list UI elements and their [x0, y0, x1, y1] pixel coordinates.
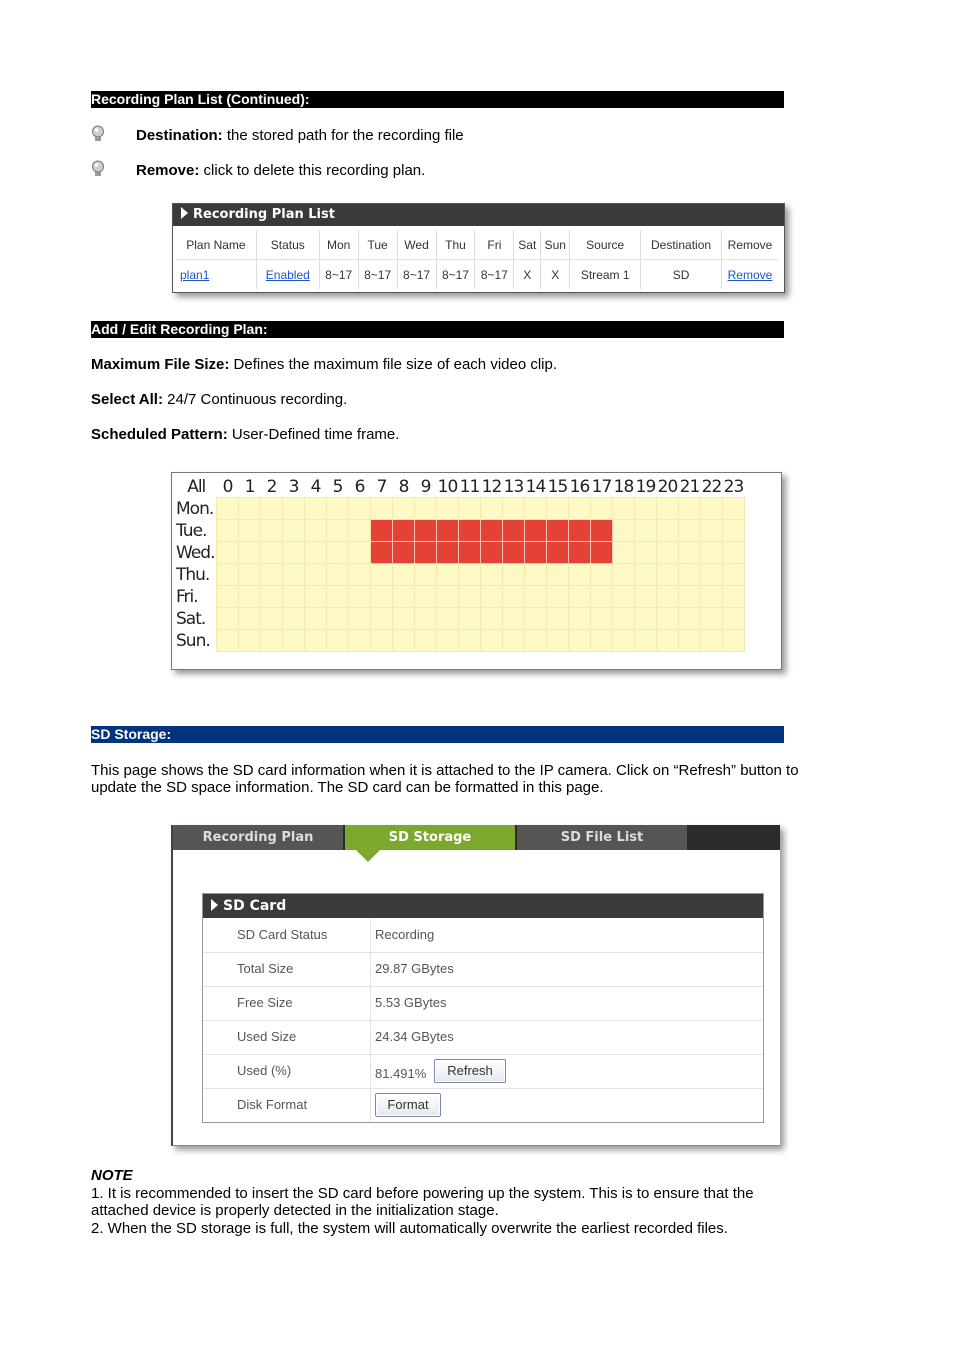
schedule-cell[interactable]: [701, 608, 723, 630]
sd-card-header-label: SD Card: [223, 898, 287, 914]
schedule-cell[interactable]: [591, 608, 613, 630]
schedule-cell[interactable]: [481, 608, 503, 630]
schedule-cell[interactable]: [437, 564, 459, 586]
schedule-cell[interactable]: [415, 608, 437, 630]
section-title-recording-plan-list: Recording Plan List (Continued):: [91, 91, 784, 108]
schedule-cell[interactable]: [437, 608, 459, 630]
schedule-cell[interactable]: [327, 542, 349, 564]
sd-row-label: Used Size: [237, 1029, 297, 1044]
schedule-cell[interactable]: [613, 564, 635, 586]
col-header: Thu: [436, 230, 475, 260]
hour-header[interactable]: 22: [701, 476, 722, 497]
schedule-cell[interactable]: [239, 608, 261, 630]
bullet-term: Remove:: [136, 162, 200, 179]
schedule-cell[interactable]: [217, 498, 239, 520]
hour-header[interactable]: 21: [679, 476, 700, 497]
schedule-cell[interactable]: [371, 608, 393, 630]
note-line: attached device is properly detected in the initialization stage.: [91, 1202, 499, 1219]
schedule-cell[interactable]: [217, 542, 239, 564]
schedule-cell[interactable]: [547, 498, 569, 520]
tab-bar: [173, 825, 780, 850]
schedule-cell[interactable]: [591, 542, 613, 564]
schedule-day-row: [175, 630, 745, 652]
hour-header[interactable]: 12: [481, 476, 502, 497]
day-label[interactable]: Fri.: [175, 586, 217, 608]
schedule-cell[interactable]: [415, 564, 437, 586]
schedule-cell[interactable]: [547, 542, 569, 564]
schedule-cell[interactable]: [503, 630, 525, 652]
hour-header[interactable]: 23: [723, 476, 744, 497]
schedule-day-row: [175, 608, 745, 630]
bullet-destination: [91, 127, 791, 147]
definition-max-file-size: [91, 356, 557, 373]
col-header: Fri: [475, 230, 514, 260]
schedule-cell[interactable]: [503, 520, 525, 542]
sd-storage-panel: [171, 825, 780, 1146]
schedule-cell[interactable]: [481, 498, 503, 520]
schedule-cell[interactable]: [525, 498, 547, 520]
tab-sd-storage[interactable]: SD Storage: [345, 825, 515, 850]
col-header: Sat: [514, 230, 541, 260]
active-tab-pointer-icon: [356, 850, 380, 862]
schedule-cell[interactable]: [349, 498, 371, 520]
schedule-cell[interactable]: [371, 564, 393, 586]
sd-row-used-percent: [203, 1055, 763, 1089]
schedule-cell[interactable]: [701, 542, 723, 564]
schedule-cell[interactable]: [349, 608, 371, 630]
schedule-cell[interactable]: [657, 586, 679, 608]
table-header-row: [176, 230, 778, 260]
sd-card-header: [203, 894, 763, 918]
schedule-cell[interactable]: [679, 586, 701, 608]
schedule-cell[interactable]: [349, 630, 371, 652]
schedule-cell[interactable]: [459, 564, 481, 586]
table-cell: 8~17: [475, 260, 514, 290]
schedule-cell[interactable]: [239, 520, 261, 542]
schedule-cell[interactable]: [393, 520, 415, 542]
schedule-cell[interactable]: [525, 586, 547, 608]
schedule-cell[interactable]: [525, 564, 547, 586]
definition-term: Select All:: [91, 391, 163, 408]
sd-card-box: [202, 893, 764, 1123]
schedule-cell[interactable]: [657, 520, 679, 542]
schedule-cell[interactable]: [503, 608, 525, 630]
schedule-cell[interactable]: [701, 564, 723, 586]
schedule-cell[interactable]: [327, 564, 349, 586]
schedule-cell[interactable]: [283, 520, 305, 542]
schedule-cell[interactable]: [525, 630, 547, 652]
schedule-cell[interactable]: [239, 630, 261, 652]
col-header: Status: [256, 230, 319, 260]
schedule-cell[interactable]: [305, 542, 327, 564]
col-header: Tue: [358, 230, 397, 260]
schedule-cell[interactable]: [437, 630, 459, 652]
schedule-cell[interactable]: [459, 498, 481, 520]
definition-scheduled-pattern: [91, 426, 399, 443]
hour-header[interactable]: 5: [327, 476, 349, 498]
schedule-cell[interactable]: [481, 564, 503, 586]
schedule-cell[interactable]: [723, 498, 745, 520]
schedule-cell[interactable]: [371, 498, 393, 520]
schedule-cell[interactable]: [657, 498, 679, 520]
schedule-cell[interactable]: [657, 542, 679, 564]
schedule-cell[interactable]: [261, 542, 283, 564]
schedule-cell[interactable]: [393, 498, 415, 520]
hour-header[interactable]: 16: [569, 476, 590, 497]
hour-header[interactable]: 0: [217, 476, 239, 498]
schedule-cell[interactable]: [371, 542, 393, 564]
schedule-cell[interactable]: [723, 520, 745, 542]
schedule-cell[interactable]: [327, 498, 349, 520]
hour-header[interactable]: 7: [371, 476, 393, 498]
hour-header[interactable]: 19: [635, 476, 656, 497]
schedule-cell[interactable]: [393, 586, 415, 608]
hour-header[interactable]: 15: [547, 476, 568, 497]
schedule-cell[interactable]: [635, 630, 657, 652]
tab-sd-file-list[interactable]: SD File List: [517, 825, 687, 850]
schedule-day-row: [175, 564, 745, 586]
schedule-cell[interactable]: [217, 608, 239, 630]
col-header: Destination: [641, 230, 722, 260]
bullet-remove: [91, 162, 791, 182]
schedule-cell[interactable]: [723, 608, 745, 630]
sd-row-label: Free Size: [237, 995, 293, 1010]
note-line: 1. It is recommended to insert the SD card before powering up the system. This is to ensure that the: [91, 1185, 754, 1202]
tab-recording-plan[interactable]: Recording Plan: [173, 825, 343, 850]
schedule-cell[interactable]: [283, 608, 305, 630]
schedule-cell[interactable]: [657, 630, 679, 652]
schedule-cell[interactable]: [437, 520, 459, 542]
schedule-cell[interactable]: [679, 542, 701, 564]
schedule-cell[interactable]: [283, 564, 305, 586]
schedule-cell[interactable]: [547, 520, 569, 542]
day-label[interactable]: Mon.: [175, 498, 217, 520]
schedule-cell[interactable]: [613, 586, 635, 608]
schedule-cell[interactable]: [613, 630, 635, 652]
schedule-cell[interactable]: [547, 630, 569, 652]
schedule-cell[interactable]: [503, 586, 525, 608]
bullet-desc: click to delete this recording plan.: [199, 162, 426, 179]
schedule-cell[interactable]: [415, 630, 437, 652]
schedule-cell[interactable]: [679, 608, 701, 630]
schedule-cell[interactable]: [613, 542, 635, 564]
schedule-cell[interactable]: [481, 542, 503, 564]
note-title: NOTE: [91, 1167, 133, 1184]
recording-plan-list-panel: [172, 203, 785, 293]
schedule-cell[interactable]: [635, 586, 657, 608]
schedule-cell[interactable]: [239, 586, 261, 608]
schedule-cell[interactable]: [437, 498, 459, 520]
schedule-cell[interactable]: [415, 520, 437, 542]
schedule-cell[interactable]: [261, 630, 283, 652]
sd-row-free-size: [203, 987, 763, 1021]
bulb-bullet-icon: [91, 125, 105, 143]
schedule-cell[interactable]: [393, 630, 415, 652]
schedule-grid: [175, 476, 745, 652]
bulb-bullet-icon: [91, 160, 105, 178]
schedule-cell[interactable]: [591, 564, 613, 586]
schedule-cell[interactable]: [635, 564, 657, 586]
schedule-cell[interactable]: [701, 520, 723, 542]
schedule-cell[interactable]: [393, 608, 415, 630]
schedule-cell[interactable]: [591, 630, 613, 652]
day-label[interactable]: Thu.: [175, 564, 217, 586]
schedule-cell[interactable]: [591, 498, 613, 520]
hour-header[interactable]: 2: [261, 476, 283, 498]
definition-desc: Defines the maximum file size of each video clip.: [229, 356, 558, 373]
schedule-cell[interactable]: [723, 542, 745, 564]
table-cell: X: [514, 260, 541, 290]
remove-link[interactable]: Remove: [727, 267, 773, 282]
schedule-cell[interactable]: [613, 498, 635, 520]
schedule-cell[interactable]: [481, 520, 503, 542]
definition-desc: User-Defined time frame.: [227, 426, 400, 443]
schedule-cell[interactable]: [437, 542, 459, 564]
schedule-cell[interactable]: [261, 498, 283, 520]
sd-row-label: Total Size: [237, 961, 294, 976]
hour-header[interactable]: 17: [591, 476, 612, 497]
schedule-cell[interactable]: [371, 586, 393, 608]
schedule-cell[interactable]: [569, 520, 591, 542]
schedule-cell[interactable]: [393, 542, 415, 564]
schedule-cell[interactable]: [547, 608, 569, 630]
schedule-cell[interactable]: [371, 520, 393, 542]
sd-row-used-size: [203, 1021, 763, 1055]
schedule-cell[interactable]: [327, 608, 349, 630]
day-label[interactable]: Tue.: [175, 520, 217, 542]
schedule-cell[interactable]: [591, 520, 613, 542]
schedule-cell[interactable]: [349, 542, 371, 564]
triangle-right-icon: [181, 207, 188, 219]
schedule-cell[interactable]: [261, 520, 283, 542]
schedule-cell[interactable]: [415, 542, 437, 564]
sd-row-disk-format: [203, 1089, 763, 1122]
schedule-cell[interactable]: [635, 608, 657, 630]
schedule-cell[interactable]: [239, 498, 261, 520]
section-title-sd-storage: SD Storage:: [91, 726, 784, 743]
day-label[interactable]: Sat.: [175, 608, 217, 630]
schedule-cell[interactable]: [569, 564, 591, 586]
schedule-cell[interactable]: [503, 498, 525, 520]
table-cell: Stream 1: [570, 260, 641, 290]
schedule-cell[interactable]: [261, 586, 283, 608]
schedule-cell[interactable]: [569, 608, 591, 630]
schedule-cell[interactable]: [239, 564, 261, 586]
schedule-cell[interactable]: [305, 498, 327, 520]
schedule-cell[interactable]: [437, 586, 459, 608]
schedule-cell[interactable]: [283, 630, 305, 652]
sd-intro-line: update the SD space information. The SD card can be formatted in this page.: [91, 779, 604, 796]
schedule-cell[interactable]: [613, 608, 635, 630]
hour-header[interactable]: 3: [283, 476, 305, 498]
schedule-cell[interactable]: [635, 542, 657, 564]
hour-header[interactable]: 6: [349, 476, 371, 498]
sd-row-status: [203, 919, 763, 953]
schedule-cell[interactable]: [525, 520, 547, 542]
schedule-day-row: [175, 498, 745, 520]
definition-select-all: [91, 391, 347, 408]
panel-header: [173, 204, 784, 226]
sd-row-label: Disk Format: [237, 1097, 308, 1112]
definition-term: Scheduled Pattern:: [91, 426, 228, 443]
sd-row-label: SD Card Status: [237, 927, 328, 942]
col-header: Plan Name: [176, 230, 256, 260]
schedule-cell[interactable]: [305, 608, 327, 630]
triangle-right-icon: [211, 899, 218, 911]
hour-header[interactable]: 13: [503, 476, 524, 497]
schedule-cell[interactable]: [481, 630, 503, 652]
schedule-cell[interactable]: [569, 630, 591, 652]
schedule-cell[interactable]: [591, 586, 613, 608]
day-label[interactable]: Sun.: [175, 630, 217, 652]
schedule-hour-row: [175, 476, 745, 498]
schedule-cell[interactable]: [657, 564, 679, 586]
schedule-cell[interactable]: [679, 520, 701, 542]
schedule-cell[interactable]: [327, 520, 349, 542]
refresh-button[interactable]: Refresh: [434, 1059, 506, 1083]
section-title-add-edit-plan: Add / Edit Recording Plan:: [91, 321, 784, 338]
schedule-cell[interactable]: [723, 630, 745, 652]
sd-row-total-size: [203, 953, 763, 987]
definition-desc: 24/7 Continuous recording.: [162, 391, 348, 408]
schedule-cell[interactable]: [547, 564, 569, 586]
schedule-cell[interactable]: [569, 498, 591, 520]
hour-header[interactable]: 1: [239, 476, 261, 498]
schedule-cell[interactable]: [327, 586, 349, 608]
schedule-cell[interactable]: [723, 586, 745, 608]
schedule-cell[interactable]: [679, 630, 701, 652]
schedule-cell[interactable]: [327, 630, 349, 652]
schedule-cell[interactable]: [635, 520, 657, 542]
panel-header-label: Recording Plan List: [193, 207, 335, 222]
schedule-cell[interactable]: [525, 542, 547, 564]
schedule-cell[interactable]: [261, 608, 283, 630]
hour-header[interactable]: 11: [459, 476, 480, 497]
table-row: [176, 260, 778, 290]
hour-header[interactable]: 8: [393, 476, 415, 498]
table-cell: SD: [641, 260, 722, 290]
schedule-cell[interactable]: [305, 586, 327, 608]
schedule-cell[interactable]: [459, 586, 481, 608]
schedule-cell[interactable]: [459, 520, 481, 542]
schedule-cell[interactable]: [613, 520, 635, 542]
sd-row-value: 29.87 GBytes: [375, 961, 454, 976]
sd-row-value: 81.491%: [375, 1066, 427, 1081]
note-line: 2. When the SD storage is full, the system will automatically overwrite the earliest recorded files.: [91, 1220, 728, 1237]
table-cell: 8~17: [358, 260, 397, 290]
schedule-cell[interactable]: [481, 586, 503, 608]
table-cell: X: [541, 260, 570, 290]
col-header: Remove: [721, 230, 778, 260]
schedule-cell[interactable]: [459, 630, 481, 652]
schedule-cell[interactable]: [371, 630, 393, 652]
schedule-cell[interactable]: [679, 564, 701, 586]
schedule-cell[interactable]: [305, 520, 327, 542]
sd-row-value: 24.34 GBytes: [375, 1029, 454, 1044]
schedule-cell[interactable]: [349, 564, 371, 586]
schedule-cell[interactable]: [569, 542, 591, 564]
schedule-cell[interactable]: [217, 520, 239, 542]
recording-plan-table: [176, 230, 778, 289]
schedule-cell[interactable]: [569, 586, 591, 608]
schedule-day-row: [175, 520, 745, 542]
schedule-cell[interactable]: [305, 630, 327, 652]
format-button[interactable]: Format: [375, 1093, 441, 1117]
status-link[interactable]: Enabled: [265, 267, 310, 282]
schedule-cell[interactable]: [459, 542, 481, 564]
schedule-cell[interactable]: [283, 542, 305, 564]
plan-name-link[interactable]: plan1: [180, 267, 210, 282]
schedule-day-row: [175, 586, 745, 608]
hour-header[interactable]: 20: [657, 476, 678, 497]
bullet-term: Destination:: [136, 127, 223, 144]
hour-header[interactable]: 9: [415, 476, 437, 498]
schedule-cell[interactable]: [547, 586, 569, 608]
select-all-cell[interactable]: All: [175, 476, 217, 498]
schedule-cell[interactable]: [349, 586, 371, 608]
schedule-cell[interactable]: [503, 542, 525, 564]
day-label[interactable]: Wed.: [175, 542, 217, 564]
hour-header[interactable]: 18: [613, 476, 634, 497]
col-header: Source: [570, 230, 641, 260]
hour-header[interactable]: 4: [305, 476, 327, 498]
sd-row-label: Used (%): [237, 1063, 292, 1078]
hour-header[interactable]: 14: [525, 476, 546, 497]
schedule-cell[interactable]: [701, 586, 723, 608]
schedule-cell[interactable]: [217, 564, 239, 586]
col-header: Wed: [397, 230, 436, 260]
schedule-cell[interactable]: [349, 520, 371, 542]
table-cell: 8~17: [319, 260, 358, 290]
bullet-desc: the stored path for the recording file: [222, 127, 464, 144]
table-cell: 8~17: [397, 260, 436, 290]
schedule-cell[interactable]: [503, 564, 525, 586]
schedule-day-row: [175, 542, 745, 564]
schedule-cell[interactable]: [525, 608, 547, 630]
col-header: Sun: [541, 230, 570, 260]
schedule-cell[interactable]: [393, 564, 415, 586]
schedule-cell[interactable]: [239, 542, 261, 564]
schedule-cell[interactable]: [415, 498, 437, 520]
schedule-cell[interactable]: [283, 498, 305, 520]
schedule-cell[interactable]: [305, 564, 327, 586]
table-cell: 8~17: [436, 260, 475, 290]
col-header: Mon: [319, 230, 358, 260]
schedule-cell[interactable]: [679, 498, 701, 520]
hour-header[interactable]: 10: [437, 476, 458, 497]
schedule-cell[interactable]: [415, 586, 437, 608]
schedule-grid-panel: [171, 472, 782, 670]
schedule-cell[interactable]: [635, 498, 657, 520]
schedule-cell[interactable]: [701, 498, 723, 520]
sd-intro-line: This page shows the SD card information when it is attached to the IP camera. Click on “Refresh” button to: [91, 762, 799, 779]
schedule-cell[interactable]: [657, 608, 679, 630]
sd-row-value: 5.53 GBytes: [375, 995, 447, 1010]
schedule-cell[interactable]: [701, 630, 723, 652]
schedule-cell[interactable]: [217, 586, 239, 608]
schedule-cell[interactable]: [217, 630, 239, 652]
definition-term: Maximum File Size:: [91, 356, 230, 373]
schedule-cell[interactable]: [723, 564, 745, 586]
sd-row-value: Recording: [375, 927, 435, 942]
schedule-cell[interactable]: [283, 586, 305, 608]
schedule-cell[interactable]: [261, 564, 283, 586]
schedule-cell[interactable]: [459, 608, 481, 630]
